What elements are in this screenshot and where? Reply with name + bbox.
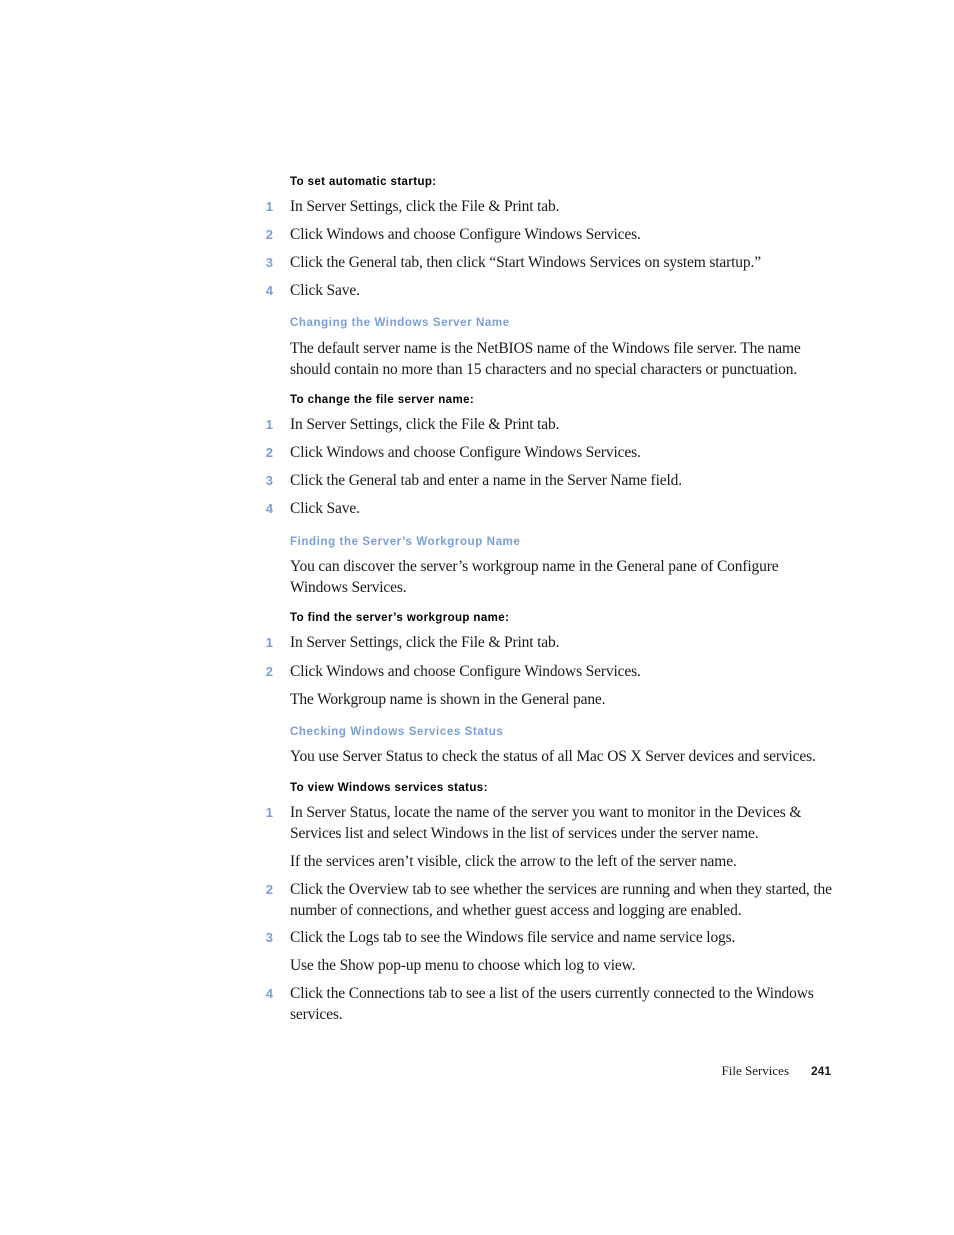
step-text: Click the Logs tab to see the Windows file service and name service logs. bbox=[290, 929, 736, 946]
section-body-workgroup: You can discover the server’s workgroup name in the General pane of Configure Windows Services. bbox=[290, 558, 779, 596]
step-number: 1 bbox=[265, 635, 273, 650]
step-text: In Server Settings, click the File & Print tab. bbox=[290, 416, 560, 433]
section-body-server-name: The default server name is the NetBIOS name of the Windows file server. The name should contain no more than 15 characters and no special characters or punctuation. bbox=[290, 340, 801, 378]
step-note: The Workgroup name is shown in the General pane. bbox=[290, 691, 606, 708]
procedure-heading-workgroup: To find the server’s workgroup name: bbox=[290, 612, 510, 624]
step-number: 4 bbox=[265, 501, 273, 516]
step-text: In Server Status, locate the name of the server you want to monitor in the Devices & Services list and select Windows in the list of services under the server name. bbox=[290, 804, 802, 842]
procedure-heading-startup: To set automatic startup: bbox=[290, 176, 437, 188]
step-text: Click the Connections tab to see a list of the users currently connected to the Windows services. bbox=[290, 985, 814, 1023]
step-text: Click the General tab, then click “Start Windows Services on system startup.” bbox=[290, 254, 761, 271]
step-text: Click Save. bbox=[290, 500, 360, 517]
step-text: Click Windows and choose Configure Windows Services. bbox=[290, 226, 641, 243]
step-number: 4 bbox=[265, 283, 273, 298]
procedure-heading-server-name: To change the file server name: bbox=[290, 394, 475, 406]
step-number: 1 bbox=[265, 417, 273, 432]
step-text: Click the General tab and enter a name in the Server Name field. bbox=[290, 472, 682, 489]
procedure-heading-status: To view Windows services status: bbox=[290, 782, 488, 794]
step-text: Click the Overview tab to see whether the services are running and when they started, the number of connections, and whether guest access and logging are enabled. bbox=[290, 881, 832, 919]
step-note: If the services aren’t visible, click the arrow to the left of the server name. bbox=[290, 853, 737, 870]
step-number: 1 bbox=[265, 199, 273, 214]
step-text: Click Windows and choose Configure Windows Services. bbox=[290, 444, 641, 461]
section-title-server-name: Changing the Windows Server Name bbox=[290, 317, 510, 329]
step-text: Click Windows and choose Configure Windows Services. bbox=[290, 663, 641, 680]
step-number: 2 bbox=[265, 882, 273, 897]
step-number: 3 bbox=[265, 930, 273, 945]
page-number: 241 bbox=[810, 1064, 831, 1078]
step-number: 3 bbox=[265, 255, 273, 270]
footer-chapter-label: File Services bbox=[721, 1063, 789, 1078]
section-title-status: Checking Windows Services Status bbox=[290, 726, 504, 738]
step-text: In Server Settings, click the File & Print tab. bbox=[290, 634, 560, 651]
step-number: 3 bbox=[265, 473, 273, 488]
step-text: Click Save. bbox=[290, 282, 360, 299]
step-number: 4 bbox=[265, 986, 273, 1001]
section-body-status: You use Server Status to check the status of all Mac OS X Server devices and services. bbox=[290, 748, 816, 765]
step-number: 2 bbox=[265, 664, 273, 679]
step-number: 2 bbox=[265, 227, 273, 242]
step-text: In Server Settings, click the File & Print tab. bbox=[290, 198, 560, 215]
step-note: Use the Show pop-up menu to choose which log to view. bbox=[290, 957, 636, 974]
step-number: 2 bbox=[265, 445, 273, 460]
step-number: 1 bbox=[265, 805, 273, 820]
section-title-workgroup: Finding the Server’s Workgroup Name bbox=[290, 536, 521, 548]
